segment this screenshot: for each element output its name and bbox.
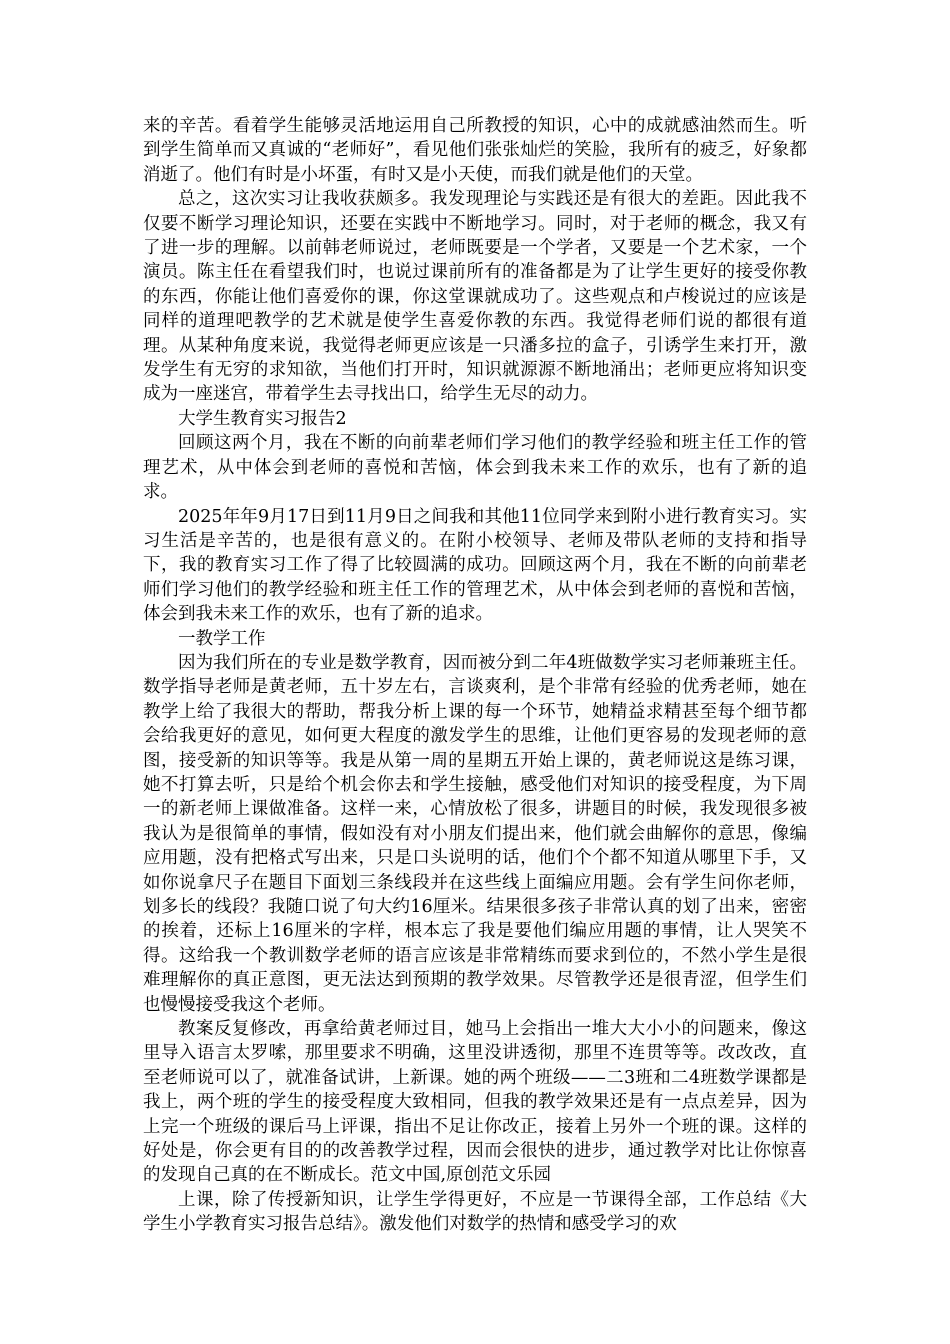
paragraph-internship-period: 2025年年9月17日到11月9日之间我和其他11位同学来到附小进行教育实习。实习生活是辛苦的，也是很有意义的。在附小校领导、老师及带队老师的支持和指导下，我的教育实习工作了得了比较圆满的成功。回顾这两个月，我在不断的向前辈老师们学习他们的教学经验和班主任工作的管理艺术，从中体会到老师的喜悦和苦恼，体会到我未来工作的欢乐，也有了新的追求。 [143,506,807,625]
paragraph-hardship-continuation: 来的辛苦。看着学生能够灵活地运用自己所教授的知识，心中的成就感油然而生。听到学生简单而又真诚的“老师好”，看见他们张张灿烂的笑脸，我所有的疲乏，好象都消逝了。他们有时是小坏蛋，有时又是小天使，而我们就是他们的天堂。 [143,116,807,185]
section-heading-teaching-work: 一教学工作 [178,628,266,649]
paragraph-summary: 总之，这次实习让我收获颇多。我发现理论与实践还是有很大的差距。因此我不仅要不断学习理论知识，还要在实践中不断地学习。同时，对于老师的概念，我又有了进一步的理解。以前韩老师说过，老师既要是一个学者，又要是一个艺术家，一个演员。陈主任在看望我们时，也说过课前所有的准备都是为了让学生更好的接受你教的东西，你能让他们喜爱你的课，你这堂课就成功了。这些观点和卢梭说过的应该是同样的道理吧教学的艺术就是使学生喜爱你教的东西。我觉得老师们说的都很有道理。从某种角度来说，我觉得老师更应该是一只潘多拉的盒子，引诱学生来打开，激发学生有无穷的求知欲，当他们打开时，知识就源源不断地涌出；老师更应将知识变成为一座迷宫，带着学生去寻找出口，给学生无尽的动力。 [143,189,807,405]
paragraph-review: 回顾这两个月，我在不断的向前辈老师们学习他们的教学经验和班主任工作的管理艺术，从中体会到老师的喜悦和苦恼，体会到我未来工作的欢乐，也有了新的追求。 [143,433,807,503]
paragraph-math-teaching: 因为我们所在的专业是数学教育，因而被分到二年4班做数学实习老师兼班主任。数学指导老师是黄老师，五十岁左右，言谈爽利，是个非常有经验的优秀老师，她在教学上给了我很大的帮助，帮我分析上课的每一个环节，她精益求精甚至每个细节都会给我更好的意见，如何更大程度的激发学生的思维，让他们更容易的发现老师的意图，接受新的知识等等。我是从第一周的星期五开始上课的，黄老师说这是练习课，她不打算去听，只是给个机会你去和学生接触，感受他们对知识的接受程度，为下周一的新老师上课做准备。这样一来，心情放松了很多，讲题目的时候，我发现很多被我认为是很简单的事情，假如没有对小朋友们提出来，他们就会曲解你的意思，像编应用题，没有把格式写出来，只是口头说明的话，他们个个都不知道从哪里下手，又如你说拿尺子在题目下面划三条线段并在这些线上面编应用题。会有学生问你老师，划多长的线段？我随口说了句大约16厘米。结果很多孩子非常认真的划了出来，密密的挨着，还标上16厘米的字样，根本忘了我是要他们编应用题的事情，让人哭笑不得。这给我一个教训数学老师的语言应该是非常精练而要求到位的，不然小学生是很难理解你的真正意图，更无法达到预期的教学效果。尽管教学还是很青涩，但学生们也慢慢接受我这个老师。 [143,652,807,1015]
paragraph-lesson-plans: 教案反复修改，再拿给黄老师过目，她马上会指出一堆大大小小的问题来，像这里导入语言太罗嗦，那里要求不明确，这里没讲透彻，那里不连贯等等。改改改，直至老师说可以了，就准备试讲，上新课。她的两个班级——二3班和二4班数学课都是我上，两个班的学生的接受程度大致相同，但我的教学效果还是有一点点差异，因为上完一个班级的课后马上评课，指出不足让你改正，接着上另外一个班的课。这样的好处是，你会更有目的的改善教学过程，因而会很快的进步，通过教学对比让你惊喜的发现自己真的在不断成长。范文中国,原创范文乐园 [143,1019,807,1186]
paragraph-class-teaching: 上课，除了传授新知识，让学生学得更好，不应是一节课得全部，工作总结《大学生小学教育实习报告总结》。激发他们对数学的热情和感受学习的欢 [143,1189,807,1235]
document-page [143,114,807,1237]
section-heading-report-2: 大学生教育实习报告2 [178,408,347,429]
